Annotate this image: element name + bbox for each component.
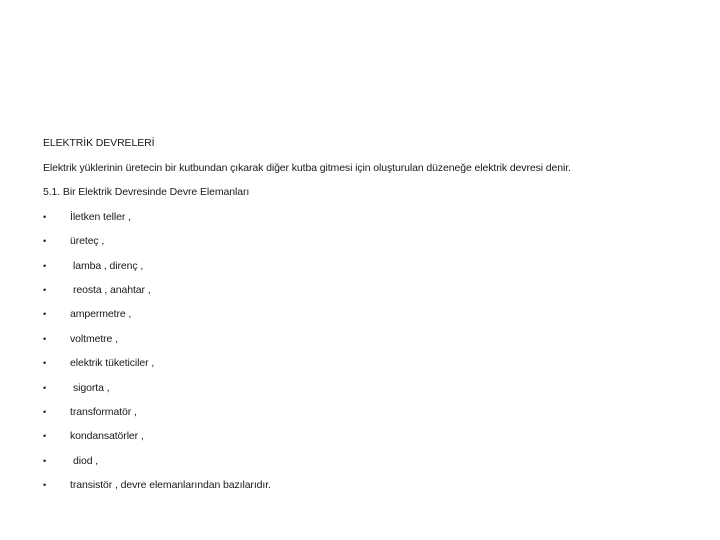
bullet-icon: • — [43, 456, 47, 466]
bullet-icon: • — [43, 285, 47, 295]
list-item-text: İletken teller , — [70, 211, 131, 223]
bullet-icon: • — [43, 407, 47, 417]
list-item — [0, 430, 720, 443]
list-item — [0, 455, 720, 468]
bullet-icon: • — [43, 334, 47, 344]
list-item-text: voltmetre , — [70, 333, 118, 345]
list-item-text: diod , — [73, 455, 99, 467]
list-item — [0, 333, 720, 346]
list-item — [0, 211, 720, 224]
bullet-icon: • — [43, 480, 47, 490]
list-item-text: lamba , direnç , — [73, 260, 144, 272]
list-item — [0, 357, 720, 370]
list-item — [0, 382, 720, 395]
bullet-icon: • — [43, 261, 47, 271]
list-item — [0, 260, 720, 273]
list-item — [0, 308, 720, 321]
section-heading: 5.1. Bir Elektrik Devresinde Devre Elemanları — [43, 186, 250, 198]
list-item-text: üreteç , — [70, 235, 105, 247]
bullet-icon: • — [43, 309, 47, 319]
bullet-icon: • — [43, 212, 47, 222]
document-title: ELEKTRİK DEVRELERİ — [43, 137, 155, 149]
bullet-icon: • — [43, 358, 47, 368]
list-item-text: transistör , devre elemanlarından bazılarıdır. — [70, 479, 271, 491]
bullet-icon: • — [43, 236, 47, 246]
list-item-text: reosta , anahtar , — [73, 284, 151, 296]
list-item — [0, 406, 720, 419]
list-item — [0, 235, 720, 248]
list-item — [0, 479, 720, 492]
list-item-text: kondansatörler , — [70, 430, 144, 442]
list-item-text: elektrik tüketiciler , — [70, 357, 155, 369]
list-item-text: transformatör , — [70, 406, 137, 418]
list-item-text: sigorta , — [73, 382, 110, 394]
bullet-icon: • — [43, 383, 47, 393]
list-item — [0, 284, 720, 297]
bullet-icon: • — [43, 431, 47, 441]
definition-paragraph: Elektrik yüklerinin üretecin bir kutbundan çıkarak diğer kutba gitmesi için oluşturulan düzeneğe elektrik devresi denir. — [43, 162, 571, 174]
list-item-text: ampermetre , — [70, 308, 132, 320]
